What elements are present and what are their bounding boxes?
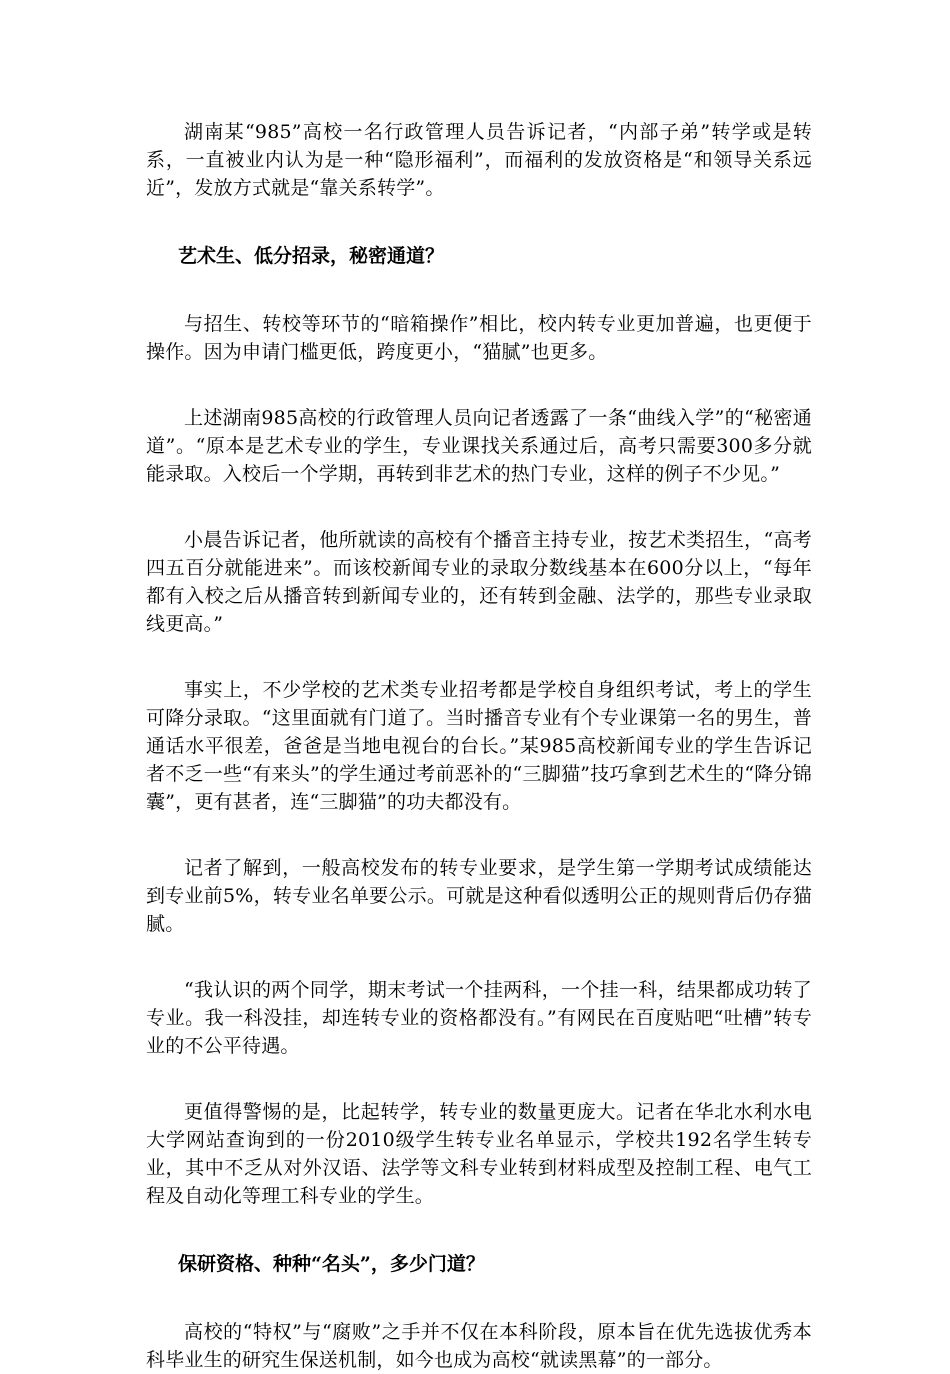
paragraph: 记者了解到，一般高校发布的转专业要求，是学生第一学期考试成绩能达到专业前5%，转专业名单要公示。可就是这种看似透明公正的规则背后仍存猫腻。: [146, 857, 812, 935]
paragraph: 与招生、转校等环节的“暗箱操作”相比，校内转专业更加普遍，也更便于操作。因为申请门槛更低，跨度更小，“猫腻”也更多。: [146, 313, 812, 363]
paragraph: 湖南某“985”高校一名行政管理人员告诉记者，“内部子弟”转学或是转系，一直被业内认为是一种“隐形福利”，而福利的发放资格是“和领导关系远近”，发放方式就是“靠关系转学”。: [146, 121, 812, 199]
section-heading: 艺术生、低分招录，秘密通道？: [178, 245, 445, 267]
paragraph: 事实上，不少学校的艺术类专业招考都是学校自身组织考试，考上的学生可降分录取。“这里面就有门道了。当时播音专业有个专业课第一名的男生，普通话水平很差，爸爸是当地电视台的台长。”某985高校新闻专业的学生告诉记者不乏一些“有来头”的学生通过考前恶补的“三脚猫”技巧拿到艺术生的“降分锦囊”，更有甚者，连“三脚猫”的功夫都没有。: [146, 679, 812, 813]
paragraph: 高校的“特权”与“腐败”之手并不仅在本科阶段，原本旨在优先选拔优秀本科毕业生的研究生保送机制，如今也成为高校“就读黑幕”的一部分。: [146, 1321, 812, 1371]
paragraph: 上述湖南985高校的行政管理人员向记者透露了一条“曲线入学”的“秘密通道”。“原本是艺术专业的学生，专业课找关系通过后，高考只需要300多分就能录取。入校后一个学期，再转到非艺术的热门专业，这样的例子不少见。”: [146, 407, 812, 485]
paragraph: 更值得警惕的是，比起转学，转专业的数量更庞大。记者在华北水利水电大学网站查询到的一份2010级学生转专业名单显示，学校共192名学生转专业，其中不乏从对外汉语、法学等文科专业转到材料成型及控制工程、电气工程及自动化等理工科专业的学生。: [146, 1101, 812, 1207]
section-heading: 保研资格、种种“名头”，多少门道？: [178, 1253, 485, 1275]
paragraph: “我认识的两个同学，期末考试一个挂两科，一个挂一科，结果都成功转了专业。我一科没挂，却连转专业的资格都没有。”有网民在百度贴吧“吐槽”转专业的不公平待遇。: [146, 979, 812, 1057]
paragraph: 小晨告诉记者，他所就读的高校有个播音主持专业，按艺术类招生，“高考四五百分就能进来”。而该校新闻专业的录取分数线基本在600分以上，“每年都有入校之后从播音转到新闻专业的，还有转到金融、法学的，那些专业录取线更高。”: [146, 529, 812, 635]
document-body: [146, 118, 812, 1374]
